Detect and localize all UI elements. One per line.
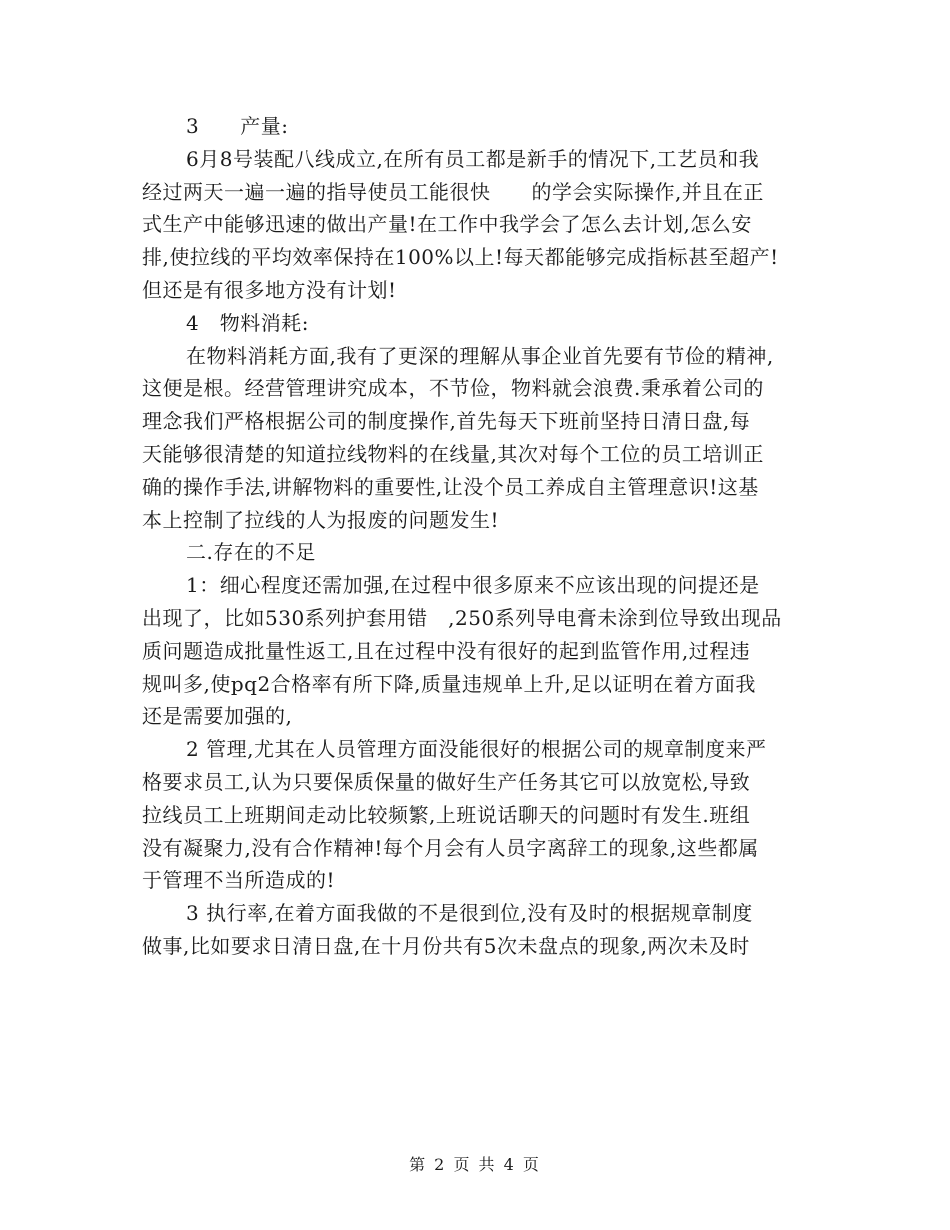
paragraph-line: 拉线员工上班期间走动比较频繁,上班说话聊天的问题时有发生.班组 xyxy=(142,802,751,827)
paragraph-line: 本上控制了拉线的人为报废的问题发生! xyxy=(142,507,500,532)
paragraph-line: 在物料消耗方面,我有了更深的理解从事企业首先要有节俭的精神, xyxy=(186,343,774,368)
heading-shortcomings: 二.存在的不足 xyxy=(186,540,316,565)
paragraph-line: 1：细心程度还需加强,在过程中很多原来不应该出现的问提还是 xyxy=(186,573,760,598)
heading-material-consumption: 4 物料消耗: xyxy=(186,310,309,335)
paragraph-line: 没有凝聚力,没有合作精神!每个月会有人员字离辞工的现象,这些都属 xyxy=(142,835,759,860)
paragraph-line: 确的操作手法,讲解物料的重要性,让没个员工养成自主管理意识!这基 xyxy=(142,474,759,499)
heading-output: 3 产量: xyxy=(186,114,289,138)
paragraph-line: 天能够很清楚的知道拉线物料的在线量,其次对每个工位的员工培训正 xyxy=(142,441,764,466)
paragraph-line: 排,使拉线的平均效率保持在100%以上!每天都能够完成指标甚至超产! xyxy=(142,245,779,270)
paragraph-line: 规叫多,使pq2合格率有所下降,质量违规单上升,足以证明在着方面我 xyxy=(142,671,756,696)
paragraph-line: 出现了，比如530系列护套用错 ,250系列导电膏未涂到位导致出现品 xyxy=(142,605,782,630)
paragraph-line: 还是需要加强的, xyxy=(142,704,293,729)
paragraph-line: 做事,比如要求日清日盘,在十月份共有5次未盘点的现象,两次未及时 xyxy=(142,933,750,958)
paragraph-line: 6月8号装配八线成立,在所有员工都是新手的情况下,工艺员和我 xyxy=(186,146,760,171)
paragraph-line: 理念我们严格根据公司的制度操作,首先每天下班前坚持日清日盘,每 xyxy=(142,409,751,434)
paragraph-line: 格要求员工,认为只要保质保量的做好生产任务其它可以放宽松,导致 xyxy=(142,769,751,794)
page-number-footer: 第 2 页 共 4 页 xyxy=(409,1155,541,1174)
paragraph-line: 这便是根。经营管理讲究成本，不节俭，物料就会浪费.秉承着公司的 xyxy=(142,376,764,401)
paragraph-line: 式生产中能够迅速的做出产量!在工作中我学会了怎么去计划,怎么安 xyxy=(142,212,752,237)
paragraph-line: 3 执行率,在着方面我做的不是很到位,没有及时的根据规章制度 xyxy=(186,901,753,926)
paragraph-line: 质问题造成批量性返工,且在过程中没有很好的起到监管作用,过程违 xyxy=(142,638,751,663)
paragraph-line: 经过两天一遍一遍的指导使员工能很快 的学会实际操作,并且在正 xyxy=(142,179,764,204)
paragraph-line: 2 管理,尤其在人员管理方面没能很好的根据公司的规章制度来严 xyxy=(186,737,767,762)
paragraph-line: 于管理不当所造成的! xyxy=(142,868,336,893)
paragraph-line: 但还是有很多地方没有计划! xyxy=(142,277,397,302)
document-body xyxy=(142,110,810,963)
